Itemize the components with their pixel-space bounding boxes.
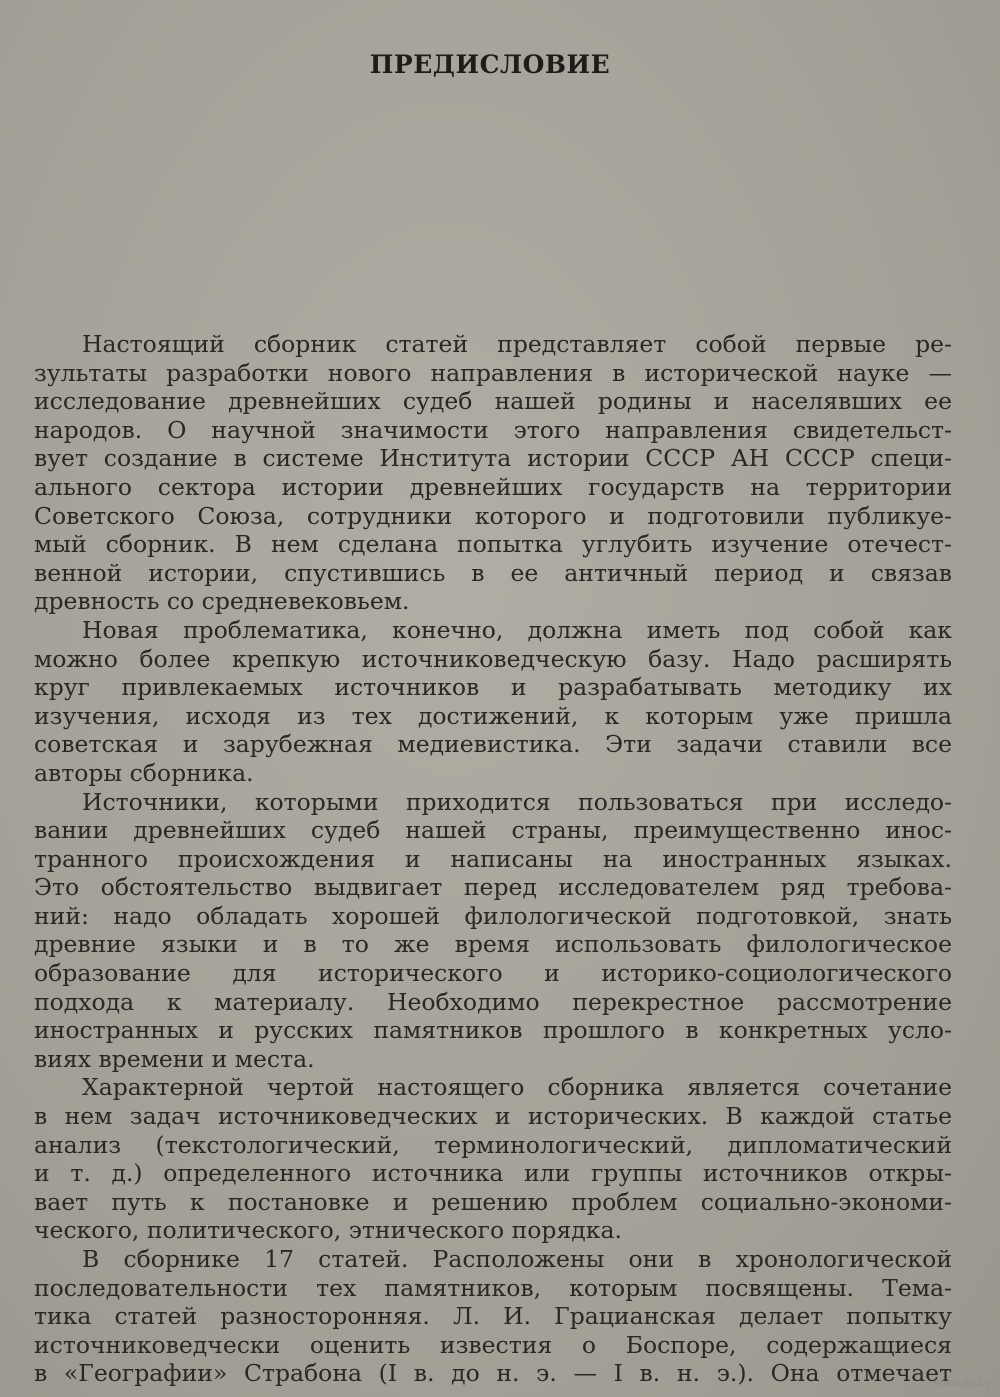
paragraph — [34, 616, 952, 788]
text-line: круг привлекаемых источников и разрабатывать методику их — [34, 673, 952, 702]
text-line: в «Географии» Страбона (I в. до н. э. — I в. н. э.). Она отмечает — [34, 1359, 952, 1388]
text-line: виях времени и места. — [34, 1044, 315, 1073]
text-line: Настоящий сборник статей представляет собой первые ре- — [82, 330, 952, 358]
paragraph — [34, 330, 952, 616]
text-line: советская и зарубежная медиевистика. Эти задачи ставили все — [34, 730, 952, 759]
text-line: Новая проблематика, конечно, должна иметь под собой как — [82, 615, 952, 644]
text-line: авторы сборника. — [34, 758, 254, 787]
text-line: Характерной чертой настоящего сборника является сочетание — [82, 1073, 952, 1102]
text-line: ний: надо обладать хорошей филологической подготовкой, знать — [34, 901, 952, 930]
text-line: анализ (текстологический, терминологический, дипломатический — [34, 1130, 952, 1159]
text-line: и т. д.) определенного источника или группы источников откры- — [34, 1159, 952, 1188]
text-line: Это обстоятельство выдвигает перед исследователем ряд требова- — [34, 873, 952, 902]
text-line: иностранных и русских памятников прошлого в конкретных усло- — [34, 1016, 952, 1045]
text-line: исследование древнейших судеб нашей родины и населявших ее — [34, 387, 952, 416]
paragraph — [34, 1245, 952, 1388]
text-line: тика статей разносторонняя. Л. И. Грацианская делает попытку — [34, 1302, 952, 1331]
text-line: древность со средневековьем. — [34, 587, 410, 616]
body-text — [34, 330, 952, 1388]
text-line: вании древнейших судеб нашей страны, преимущественно инос- — [34, 816, 952, 845]
paragraph — [34, 1073, 952, 1245]
text-line: зультаты разработки нового направления в исторической науке — — [34, 358, 952, 387]
text-line: мый сборник. В нем сделана попытка углубить изучение отечест- — [34, 530, 952, 559]
text-line: ального сектора истории древнейших государств на территории — [34, 472, 952, 501]
text-line: источниковедчески оценить известия о Боспоре, содержащиеся — [34, 1330, 952, 1359]
text-line: в нем задач источниковедческих и исторических. В каждой статье — [34, 1102, 952, 1131]
text-line: народов. О научной значимости этого направления свидетельст- — [34, 415, 952, 444]
paragraph — [34, 788, 952, 1074]
text-line: транного происхождения и написаны на иностранных языках. — [34, 844, 952, 873]
text-line: В сборнике 17 статей. Расположены они в хронологической — [82, 1245, 952, 1273]
text-line: Советского Союза, сотрудники которого и подготовили публикуе- — [34, 501, 952, 530]
text-line: вает путь к постановке и решению проблем социально-экономи- — [34, 1187, 952, 1216]
text-line: подхода к материалу. Необходимо перекрестное рассмотрение — [34, 987, 952, 1016]
text-line: изучения, исходя из тех достижений, к которым уже пришла — [34, 701, 952, 730]
text-line: венной истории, спустившись в ее античный период и связав — [34, 558, 952, 587]
text-line: ческого, политического, этнического порядка. — [34, 1216, 622, 1245]
text-line: древние языки и в то же время использовать филологическое — [34, 930, 952, 959]
text-line: вует создание в системе Института истории СССР АН СССР специ- — [34, 444, 952, 473]
page-title: ПРЕДИСЛОВИЕ — [369, 50, 611, 79]
text-line: последовательности тех памятников, которым посвящены. Тема- — [34, 1273, 952, 1302]
text-line: можно более крепкую источниковедческую базу. Надо расширять — [34, 644, 952, 673]
text-line: Источники, которыми приходится пользоваться при исследо- — [82, 787, 952, 816]
watermark: www.ay.by — [933, 1376, 992, 1389]
text-line: образование для исторического и историко-социологического — [34, 959, 952, 988]
